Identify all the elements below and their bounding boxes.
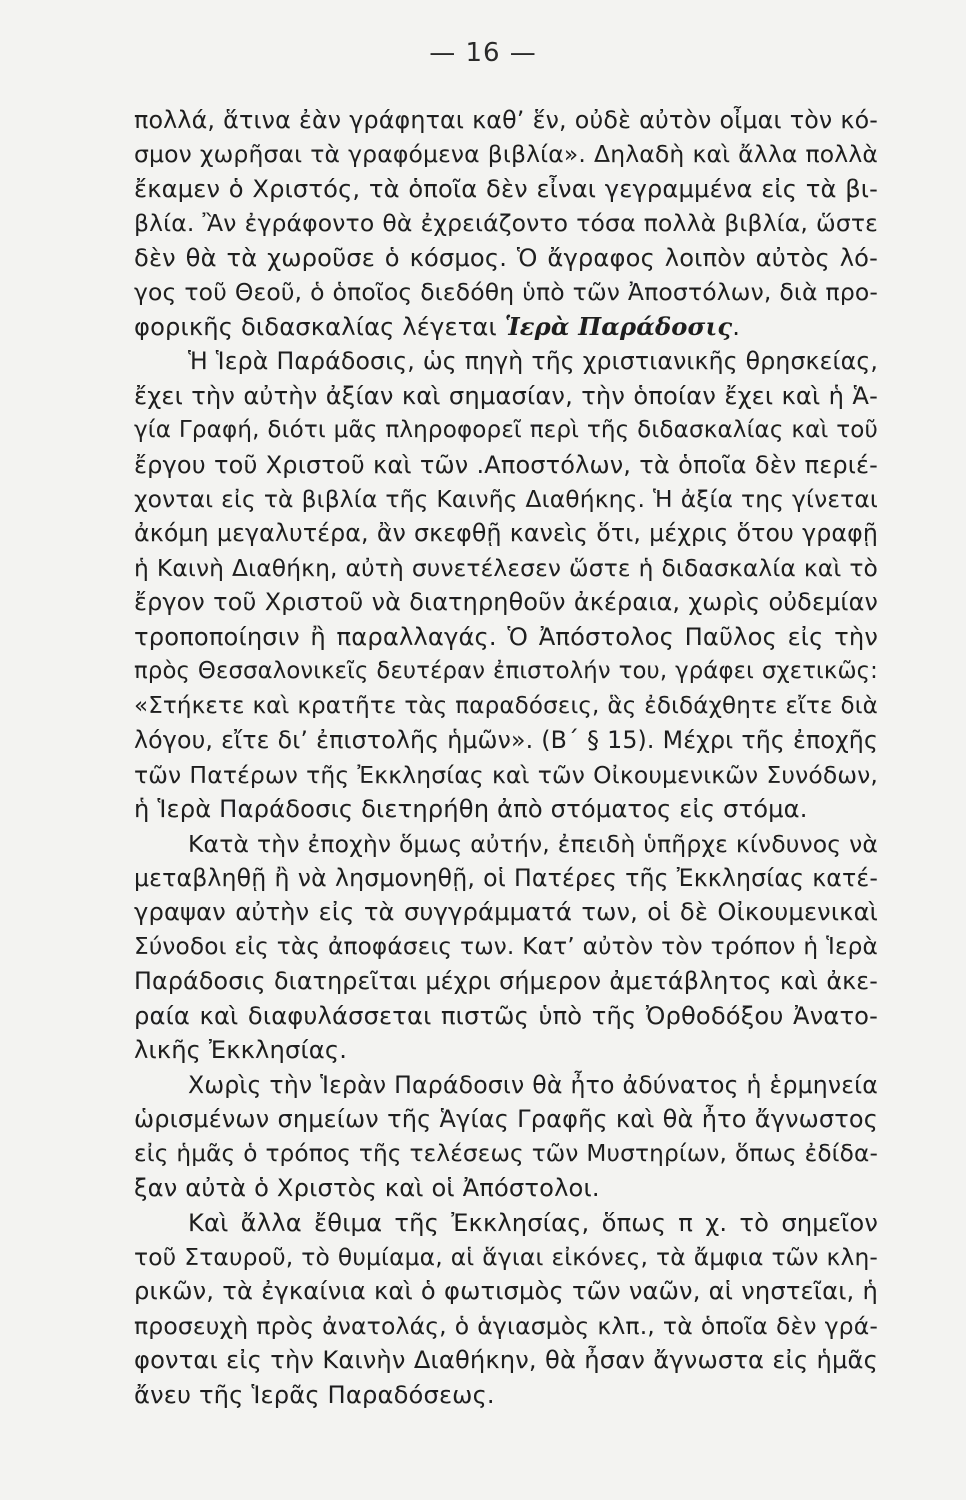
text-line-content: φονται εἰς τὴν Καινὴν Διαθήκην, θὰ ἦσαν ἄγνωστα εἰς ἡμᾶς xyxy=(134,1346,878,1375)
text-line-content: «Στήκετε καὶ κρατῆτε τὰς παραδόσεις, ἃς ἐδιδάχθητε εἴτε διὰ xyxy=(134,692,878,719)
text-line-content: φορικῆς διδασκαλίας λέγεται xyxy=(134,312,505,341)
text-line xyxy=(134,1274,878,1308)
text-line xyxy=(134,585,878,619)
text-line-content: ἀκόμη μεγαλυτέρα, ἂν σκεφθῇ κανεὶς ὅτι, μέχρις ὅτου γραφῇ xyxy=(134,519,878,548)
text-line-content: Παράδοσις διατηρεῖται μέχρι σήμερον ἀμετάβλητος καὶ ἀκε- xyxy=(134,967,878,996)
text-line xyxy=(134,1171,878,1205)
text-line xyxy=(134,379,878,413)
text-line xyxy=(134,1068,878,1102)
page-number: — 16 — xyxy=(429,38,537,68)
body-text xyxy=(134,103,878,1412)
text-line xyxy=(134,551,878,585)
text-line xyxy=(134,792,878,826)
text-line-content: Χωρὶς τὴν Ἱερὰν Παράδοσιν θὰ ἦτο ἀδύνατος ἡ ἑρμηνεία xyxy=(188,1070,878,1099)
text-line xyxy=(134,482,878,516)
text-line-content: δὲν θὰ τὰ χωροῦσε ὁ κόσμος. Ὁ ἄγραφος λοιπὸν αὐτὸς λό- xyxy=(134,243,878,272)
text-line xyxy=(134,654,878,688)
text-line-content: ἄνευ τῆς Ἱερᾶς Παραδόσεως. xyxy=(134,1380,495,1409)
text-line xyxy=(134,1033,878,1067)
text-line-content: λόγου, εἴτε δι’ ἐπιστολῆς ἡμῶν». (Β΄ § 15). Μέχρι τῆς ἐποχῆς xyxy=(134,726,878,755)
text-line xyxy=(134,827,878,861)
text-line-content: εἰς ἡμᾶς ὁ τρόπος τῆς τελέσεως τῶν Μυστηρίων, ὅπως ἐδίδα- xyxy=(134,1139,878,1167)
text-line-content: τοῦ Σταυροῦ, τὸ θυμίαμα, αἱ ἅγιαι εἰκόνες, τὰ ἄμφια τῶν κλη- xyxy=(134,1242,878,1271)
text-line xyxy=(134,861,878,895)
text-line-content: τῶν Πατέρων τῆς Ἐκκλησίας καὶ τῶν Οἰκουμενικῶν Συνόδων, xyxy=(134,760,878,789)
text-line xyxy=(134,137,878,171)
text-line xyxy=(134,172,878,206)
text-line-content: ἡ Ἱερὰ Παράδοσις διετηρήθη ἀπὸ στόματος εἰς στόμα. xyxy=(134,795,808,824)
text-line-content: λικῆς Ἐκκλησίας. xyxy=(134,1036,348,1065)
text-line xyxy=(134,310,878,344)
text-line-content: σμον χωρῆσαι τὰ γραφόμενα βιβλία». Δηλαδὴ καὶ ἄλλα πολλὰ xyxy=(134,140,878,169)
text-line xyxy=(134,448,878,482)
text-line xyxy=(134,723,878,757)
text-line-content: ραία καὶ διαφυλάσσεται πιστῶς ὑπὸ τῆς Ὀρθοδόξου Ἀνατο- xyxy=(134,1001,878,1030)
text-line-content: Ἡ Ἱερὰ Παράδοσις, ὡς πηγὴ τῆς χριστιανικῆς θρησκείας, xyxy=(188,347,878,376)
text-line-content: Σύνοδοι εἰς τὰς ἀποφάσεις των. Κατ’ αὐτὸν τὸν τρόπον ἡ Ἱερὰ xyxy=(134,932,878,960)
text-line xyxy=(134,895,878,929)
text-line-content: βλία. Ἂν ἐγράφοντο θὰ ἐχρειάζοντο τόσα πολλὰ βιβλία, ὥστε xyxy=(134,209,878,238)
emphasized-term: Ἱερὰ Παράδοσις xyxy=(504,311,733,341)
text-line xyxy=(134,1378,878,1412)
text-line xyxy=(134,1206,878,1240)
text-line-content: ξαν αὐτὰ ὁ Χριστὸς καὶ οἱ Ἀπόστολοι. xyxy=(134,1174,600,1203)
text-line xyxy=(134,930,878,964)
text-line xyxy=(134,758,878,792)
text-line xyxy=(134,620,878,654)
text-line-content: ἔκαμεν ὁ Χριστός, τὰ ὁποῖα δὲν εἶναι γεγραμμένα εἰς τὰ βι- xyxy=(134,174,878,203)
text-line-content: ἔργον τοῦ Χριστοῦ νὰ διατηρηθοῦν ἀκέραια, χωρὶς οὐδεμίαν xyxy=(134,588,878,617)
text-line-content: γος τοῦ Θεοῦ, ὁ ὁποῖος διεδόθη ὑπὸ τῶν Ἀποστόλων, διὰ προ- xyxy=(134,278,878,307)
text-line xyxy=(134,206,878,240)
text-line xyxy=(134,516,878,550)
text-line-content: ἔχει τὴν αὐτὴν ἀξίαν καὶ σημασίαν, τὴν ὁποίαν ἔχει καὶ ἡ Ἁ- xyxy=(134,381,878,410)
text-line-content: Κατὰ τὴν ἐποχὴν ὅμως αὐτήν, ἐπειδὴ ὑπῆρχε κίνδυνος νὰ xyxy=(188,829,878,858)
text-line-content: Καὶ ἄλλα ἔθιμα τῆς Ἐκκλησίας, ὅπως π χ. τὸ σημεῖον xyxy=(188,1208,878,1237)
text-line xyxy=(134,964,878,998)
trailing-punctuation: . xyxy=(732,312,741,341)
text-line xyxy=(134,689,878,723)
text-line xyxy=(134,275,878,309)
text-line xyxy=(134,103,878,137)
text-line xyxy=(134,1137,878,1171)
text-line xyxy=(134,241,878,275)
text-line-content: ρικῶν, τὰ ἐγκαίνια καὶ ὁ φωτισμὸς τῶν ναῶν, αἱ νηστεῖαι, ἡ xyxy=(134,1277,878,1306)
text-line-content: ἡ Καινὴ Διαθήκη, αὐτὴ συνετέλεσεν ὥστε ἡ διδασκαλία καὶ τὸ xyxy=(134,553,878,582)
text-line xyxy=(134,999,878,1033)
text-line xyxy=(134,413,878,447)
text-line-content: γία Γραφή, διότι μᾶς πληροφορεῖ περὶ τῆς διδασκαλίας καὶ τοῦ xyxy=(134,417,878,444)
text-line-content: πολλά, ἅτινα ἐὰν γράφηται καθ’ ἕν, οὐδὲ αὐτὸν οἶμαι τὸν κό- xyxy=(134,106,878,134)
text-line-content: προσευχὴ πρὸς ἀνατολάς, ὁ ἁγιασμὸς κλπ., τὰ ὁποῖα δὲν γρά- xyxy=(134,1311,878,1340)
text-line-content: γραψαν αὐτὴν εἰς τὰ συγγράμματά των, οἱ δὲ Οἰκουμενικαὶ xyxy=(134,898,878,927)
text-line-content: μεταβληθῇ ἢ νὰ λησμονηθῇ, οἱ Πατέρες τῆς Ἐκκλησίας κατέ- xyxy=(134,863,878,892)
text-line-content: ὡρισμένων σημείων τῆς Ἁγίας Γραφῆς καὶ θὰ ἦτο ἄγνωστος xyxy=(134,1105,878,1134)
text-line-content: τροποποίησιν ἢ παραλλαγάς. Ὁ Ἀπόστολος Παῦλος εἰς τὴν xyxy=(134,622,878,651)
text-line xyxy=(134,1102,878,1136)
text-line-content: χονται εἰς τὰ βιβλία τῆς Καινῆς Διαθήκης. Ἡ ἀξία της γίνεται xyxy=(134,484,878,513)
text-line xyxy=(134,344,878,378)
text-line xyxy=(134,1240,878,1274)
text-line-content: πρὸς Θεσσαλονικεῖς δευτέραν ἐπιστολήν του, γράφει σχετικῶς: xyxy=(134,658,878,685)
text-line xyxy=(134,1309,878,1343)
text-line-content: ἔργου τοῦ Χριστοῦ καὶ τῶν .Αποστόλων, τὰ ὁποῖα δὲν περιέ- xyxy=(134,450,878,479)
text-line xyxy=(134,1343,878,1377)
